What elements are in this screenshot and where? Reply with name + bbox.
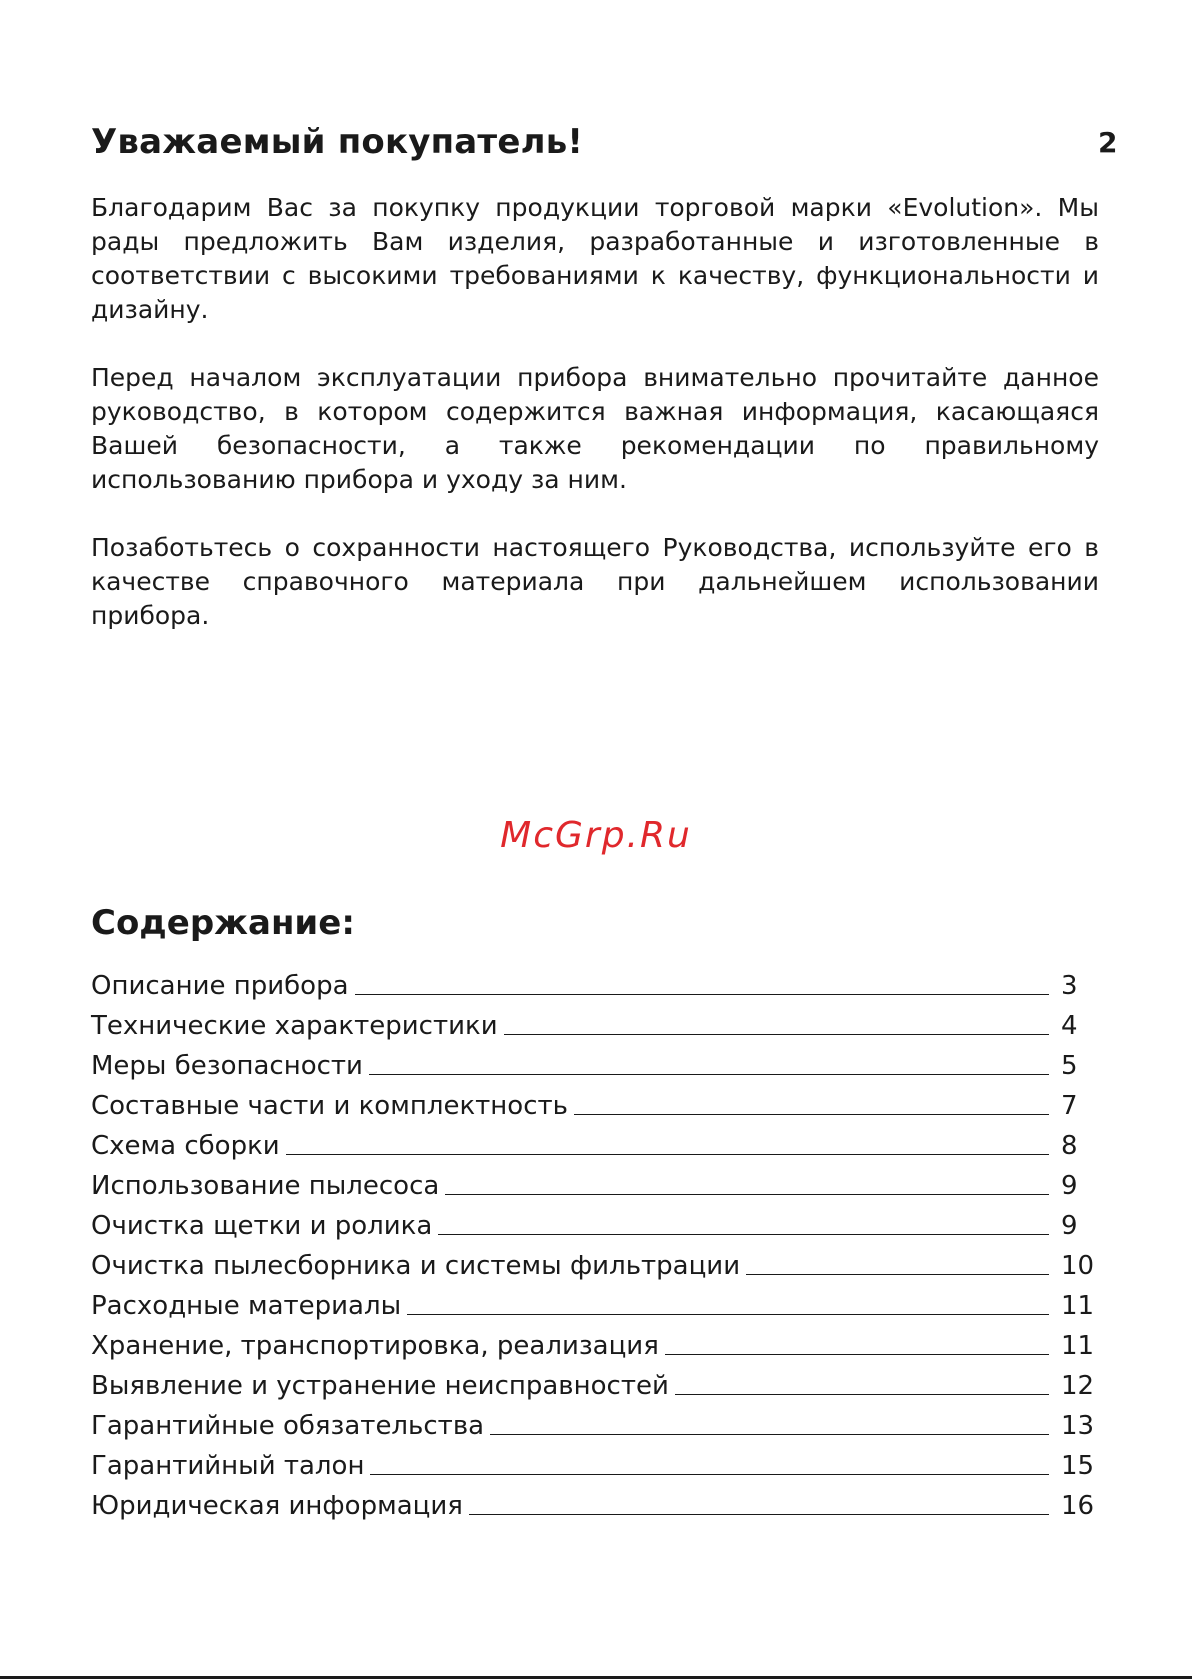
toc-leader-line [370, 1474, 1049, 1475]
toc-item-page: 12 [1061, 1371, 1095, 1401]
intro-section [91, 191, 1099, 667]
toc-item[interactable] [91, 1122, 1101, 1162]
toc-item-label: Использование пылесоса [91, 1171, 440, 1201]
toc-item[interactable] [91, 1362, 1101, 1402]
toc-item-label: Юридическая информация [91, 1491, 463, 1521]
watermark: McGrp.Ru [500, 815, 692, 856]
toc-item[interactable] [91, 1202, 1101, 1242]
toc-item[interactable] [91, 1082, 1101, 1122]
intro-paragraph: Благодарим Вас за покупку продукции торговой марки «Evolution». Мы рады предложить Вам изделия, разработанные и изготовленные в соответствии с высокими требованиями к качеству, функциональности и дизайну. [91, 193, 1099, 324]
toc-item-label: Очистка пылесборника и системы фильтрации [91, 1251, 741, 1281]
toc-item[interactable] [91, 1002, 1101, 1042]
toc-item-page: 4 [1061, 1011, 1078, 1041]
toc-item[interactable] [91, 962, 1101, 1002]
toc-item[interactable] [91, 1442, 1101, 1482]
toc-leader-line [355, 994, 1049, 995]
toc-item-label: Очистка щетки и ролика [91, 1211, 433, 1241]
toc-item-page: 9 [1061, 1211, 1078, 1241]
toc-item[interactable] [91, 1242, 1101, 1282]
toc-item[interactable] [91, 1162, 1101, 1202]
toc-leader-line [469, 1514, 1049, 1515]
toc-item-label: Гарантийный талон [91, 1451, 365, 1481]
toc-item-label: Составные части и комплектность [91, 1091, 568, 1121]
toc-item-label: Хранение, транспортировка, реализация [91, 1331, 659, 1361]
toc-leader-line [407, 1314, 1049, 1315]
toc-item-label: Гарантийные обязательства [91, 1411, 485, 1441]
toc-item[interactable] [91, 1322, 1101, 1362]
toc-leader-line [675, 1394, 1049, 1395]
toc-item-page: 8 [1061, 1131, 1078, 1161]
intro-paragraph: Перед началом эксплуатации прибора внимательно прочитайте данное руководство, в котором содержится важная информация, касающаяся Вашей безопасности, а также рекомендации по правильному использованию прибора и уходу за ним. [91, 363, 1099, 494]
intro-paragraph: Позаботьтесь о сохранности настоящего Руководства, используйте его в качестве справочного материала при дальнейшем использовании прибора. [91, 533, 1099, 630]
toc-item-page: 3 [1061, 971, 1078, 1001]
toc-item[interactable] [91, 1042, 1101, 1082]
toc-item[interactable] [91, 1402, 1101, 1442]
toc-leader-line [665, 1354, 1049, 1355]
toc-item-label: Описание прибора [91, 971, 349, 1001]
toc-item-page: 15 [1061, 1451, 1095, 1481]
toc-item-page: 9 [1061, 1171, 1078, 1201]
toc-leader-line [490, 1434, 1049, 1435]
toc-item-page: 11 [1061, 1291, 1095, 1321]
toc-item-page: 11 [1061, 1331, 1095, 1361]
toc-item-label: Расходные материалы [91, 1291, 402, 1321]
toc-leader-line [438, 1234, 1049, 1235]
toc-item-label: Выявление и устранение неисправностей [91, 1371, 669, 1401]
toc-title: Содержание: [91, 903, 355, 943]
toc-leader-line [574, 1114, 1049, 1115]
toc-leader-line [286, 1154, 1049, 1155]
page-title: Уважаемый покупатель! [91, 122, 584, 162]
toc-item-label: Схема сборки [91, 1131, 280, 1161]
toc-item[interactable] [91, 1482, 1101, 1522]
toc-leader-line [504, 1034, 1049, 1035]
toc-leader-line [746, 1274, 1049, 1275]
toc-item-page: 7 [1061, 1091, 1078, 1121]
toc-item-page: 5 [1061, 1051, 1078, 1081]
toc-item-page: 10 [1061, 1251, 1095, 1281]
toc-item-label: Меры безопасности [91, 1051, 363, 1081]
toc-item[interactable] [91, 1282, 1101, 1322]
table-of-contents [91, 962, 1101, 1522]
toc-item-page: 16 [1061, 1491, 1095, 1521]
toc-leader-line [369, 1074, 1049, 1075]
toc-item-page: 13 [1061, 1411, 1095, 1441]
toc-leader-line [445, 1194, 1049, 1195]
toc-item-label: Технические характеристики [91, 1011, 498, 1041]
page-number: 2 [1098, 126, 1118, 159]
